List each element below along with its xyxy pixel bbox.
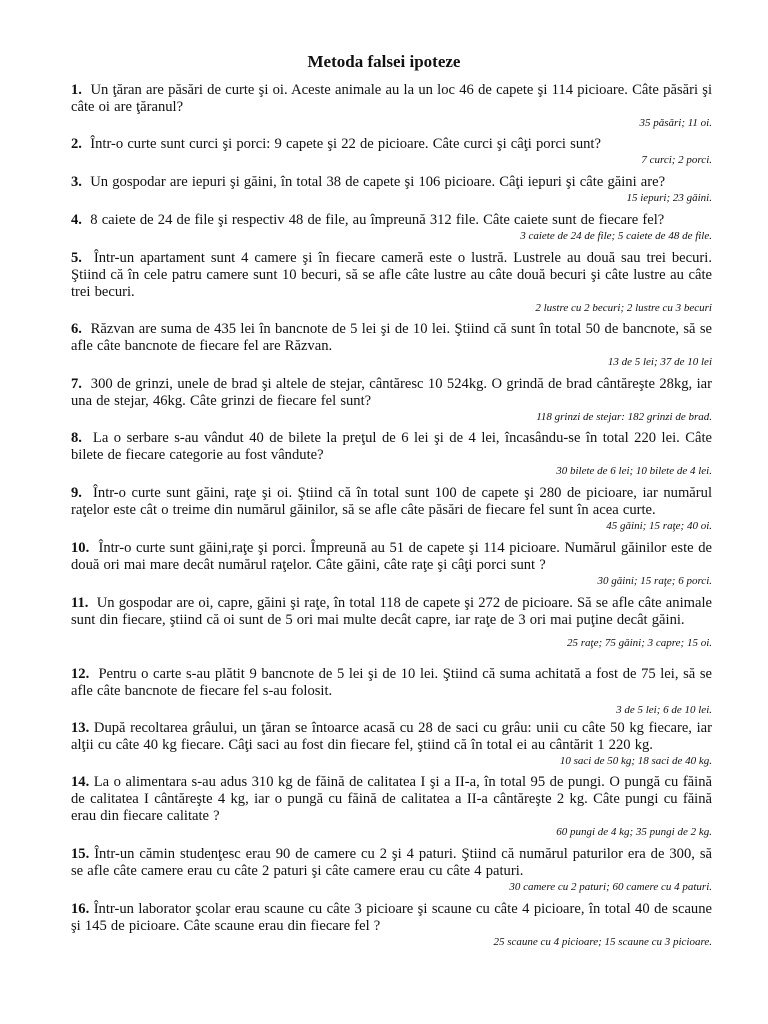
problem-number: 3. xyxy=(71,174,82,190)
problem-item xyxy=(71,846,712,894)
problem-answer: 25 scaune cu 4 picioare; 15 scaune cu 3 picioare. xyxy=(493,936,712,948)
problem-answer: 30 găini; 15 raţe; 6 porci. xyxy=(597,575,712,587)
problem-answer: 45 găini; 15 raţe; 40 oi. xyxy=(606,520,712,532)
problem-item xyxy=(71,485,712,533)
problem-number: 2. xyxy=(71,136,82,152)
problem-item xyxy=(71,82,712,130)
problem-item xyxy=(71,430,712,478)
problem-text: Într-o curte sunt găini,raţe şi porci. Împreună au 51 de capete şi 114 picioare. Numărul găinilor este de două ori mai mare decât numărul raţelor. Câte găini, câte raţe şi câţi porci sunt ? xyxy=(71,540,713,573)
problem-number: 6. xyxy=(71,321,82,337)
problem-number: 10. xyxy=(71,540,90,556)
problem-number: 15. xyxy=(71,846,90,862)
problem-answer: 7 curci; 2 porci. xyxy=(641,154,712,166)
problem-text: Pentru o carte s-au plătit 9 bancnote de 5 lei şi de 10 lei. Ştiind că suma achitată a fost de 75 lei, să se afle câte bancnote de fiecare fel s-au folosit. xyxy=(71,666,712,699)
problem-item xyxy=(71,720,712,768)
problem-item xyxy=(71,666,712,717)
problem-text: Într-o curte sunt găini, raţe şi oi. Ştiind că în total sunt 100 de capete şi 280 de picioare, iar numărul raţelor este cât o treime din numărul găinilor, să se afle câte păsări de fiecare fel sunt în acea curte. xyxy=(71,485,713,518)
problem-text: La o alimentara s-au adus 310 kg de făină de calitatea I şi a II-a, în total 95 de pungi. O pungă cu făină de calitatea I cântăreşte 4 kg, iar o pungă cu făină de calitatea a II-a cântăreşte 2 kg. Câte pungi cu făină erau din fiecare calitate ? xyxy=(71,774,712,824)
problem-text: 300 de grinzi, unele de brad şi altele de stejar, cântăresc 10 524kg. O grindă de brad cântăreşte 28kg, iar una de stejar, 46kg. Câte grinzi de fiecare fel sunt? xyxy=(71,376,712,409)
problem-number: 13. xyxy=(71,720,90,736)
problem-text: La o serbare s-au vândut 40 de bilete la preţul de 6 lei şi de 4 lei, încasându-se în total 220 lei. Câte bilete de fiecare categorie au fost vândute? xyxy=(71,430,712,463)
problem-text: Într-un laborator şcolar erau scaune cu câte 3 picioare şi scaune cu câte 4 picioare, în total 40 de scaune şi 145 de picioare. Câte scaune erau din fiecare fel ? xyxy=(71,901,712,934)
problem-number: 4. xyxy=(71,212,82,228)
problem-text: Într-un apartament sunt 4 camere şi în fiecare cameră este o lustră. Lustrele au două sau trei becuri. Ştiind că în cele patru camere sunt 10 becuri, să se afle câte lustre au câte două becuri şi câte lustre au câte trei becuri. xyxy=(71,250,712,300)
problem-answer: 30 bilete de 6 lei; 10 bilete de 4 lei. xyxy=(556,465,712,477)
problem-text: 8 caiete de 24 de file şi respectiv 48 de file, au împreună 312 file. Câte caiete sunt de fiecare fel? xyxy=(90,212,665,228)
problem-item xyxy=(71,774,712,839)
problem-number: 5. xyxy=(71,250,82,266)
problem-item xyxy=(71,136,712,167)
document-title: Metoda falsei ipoteze xyxy=(307,52,461,71)
problem-text: După recoltarea grâului, un ţăran se întoarce acasă cu 28 de saci cu grâu: unii cu câte 50 kg fiecare, iar alţii cu câte 40 kg fiecare. Câţi saci au fost din fiecare fel, ştiind că în total ei au cântărit 1 220 kg. xyxy=(71,720,712,753)
problem-number: 9. xyxy=(71,485,82,501)
problem-answer: 25 raţe; 75 găini; 3 capre; 15 oi. xyxy=(566,637,712,649)
problem-number: 1. xyxy=(71,82,82,98)
problem-item xyxy=(71,174,712,205)
problem-answer: 3 caiete de 24 de file; 5 caiete de 48 de file. xyxy=(520,230,712,242)
problem-number: 16. xyxy=(71,901,90,917)
problem-item xyxy=(71,212,712,243)
problem-text: Un ţăran are păsări de curte şi oi. Aceste animale au la un loc 46 de capete şi 114 picioare. Câte păsări şi câte oi are ţăranul? xyxy=(71,82,713,115)
problem-item xyxy=(71,376,712,424)
problem-answer: 15 iepuri; 23 găini. xyxy=(626,192,712,204)
problem-number: 14. xyxy=(71,774,90,790)
problem-answer: 60 pungi de 4 kg; 35 pungi de 2 kg. xyxy=(556,826,712,838)
problem-answer: 2 lustre cu 2 becuri; 2 lustre cu 3 becuri xyxy=(535,302,712,314)
problem-number: 12. xyxy=(71,666,90,682)
problem-item xyxy=(71,595,712,650)
problem-answer: 35 păsări; 11 oi. xyxy=(639,117,712,129)
problem-number: 11. xyxy=(71,595,89,611)
problem-item xyxy=(71,321,712,369)
problem-answer: 13 de 5 lei; 37 de 10 lei xyxy=(607,356,712,368)
problem-number: 7. xyxy=(71,376,82,392)
problem-text: Într-un cămin studenţesc erau 90 de camere cu 2 şi 4 paturi. Ştiind că numărul paturilor era de 300, să se afle câte camere erau cu câte 2 paturi şi câte camere erau cu câte 4 paturi. xyxy=(71,846,712,879)
problem-answer: 30 camere cu 2 paturi; 60 camere cu 4 paturi. xyxy=(509,881,712,893)
problem-text: Un gospodar are oi, capre, găini şi raţe, în total 118 de capete şi 272 de picioare. Să se afle câte animale sunt din fiecare, ştiind că oi sunt de 5 ori mai multe decât capre, iar raţe de 3 ori mai puţine decât găini. xyxy=(71,595,713,628)
problem-text: Un gospodar are iepuri şi găini, în total 38 de capete şi 106 picioare. Câţi iepuri şi câte găini are? xyxy=(90,174,666,190)
problem-answer: 118 grinzi de stejar: 182 grinzi de brad. xyxy=(536,411,712,423)
problem-text: Într-o curte sunt curci şi porci: 9 capete şi 22 de picioare. Câte curci şi câţi porci sunt? xyxy=(90,136,601,152)
problem-item xyxy=(71,540,712,588)
problem-text: Răzvan are suma de 435 lei în bancnote de 5 lei şi de 10 lei. Ştiind că sunt în total 50 de bancnote, să se afle câte bancnote de fiecare fel are Răzvan. xyxy=(71,321,712,354)
problem-answer: 3 de 5 lei; 6 de 10 lei. xyxy=(616,704,712,716)
problem-answer: 10 saci de 50 kg; 18 saci de 40 kg. xyxy=(559,755,712,767)
problem-number: 8. xyxy=(71,430,82,446)
problem-item xyxy=(71,250,712,315)
problem-item xyxy=(71,901,712,949)
